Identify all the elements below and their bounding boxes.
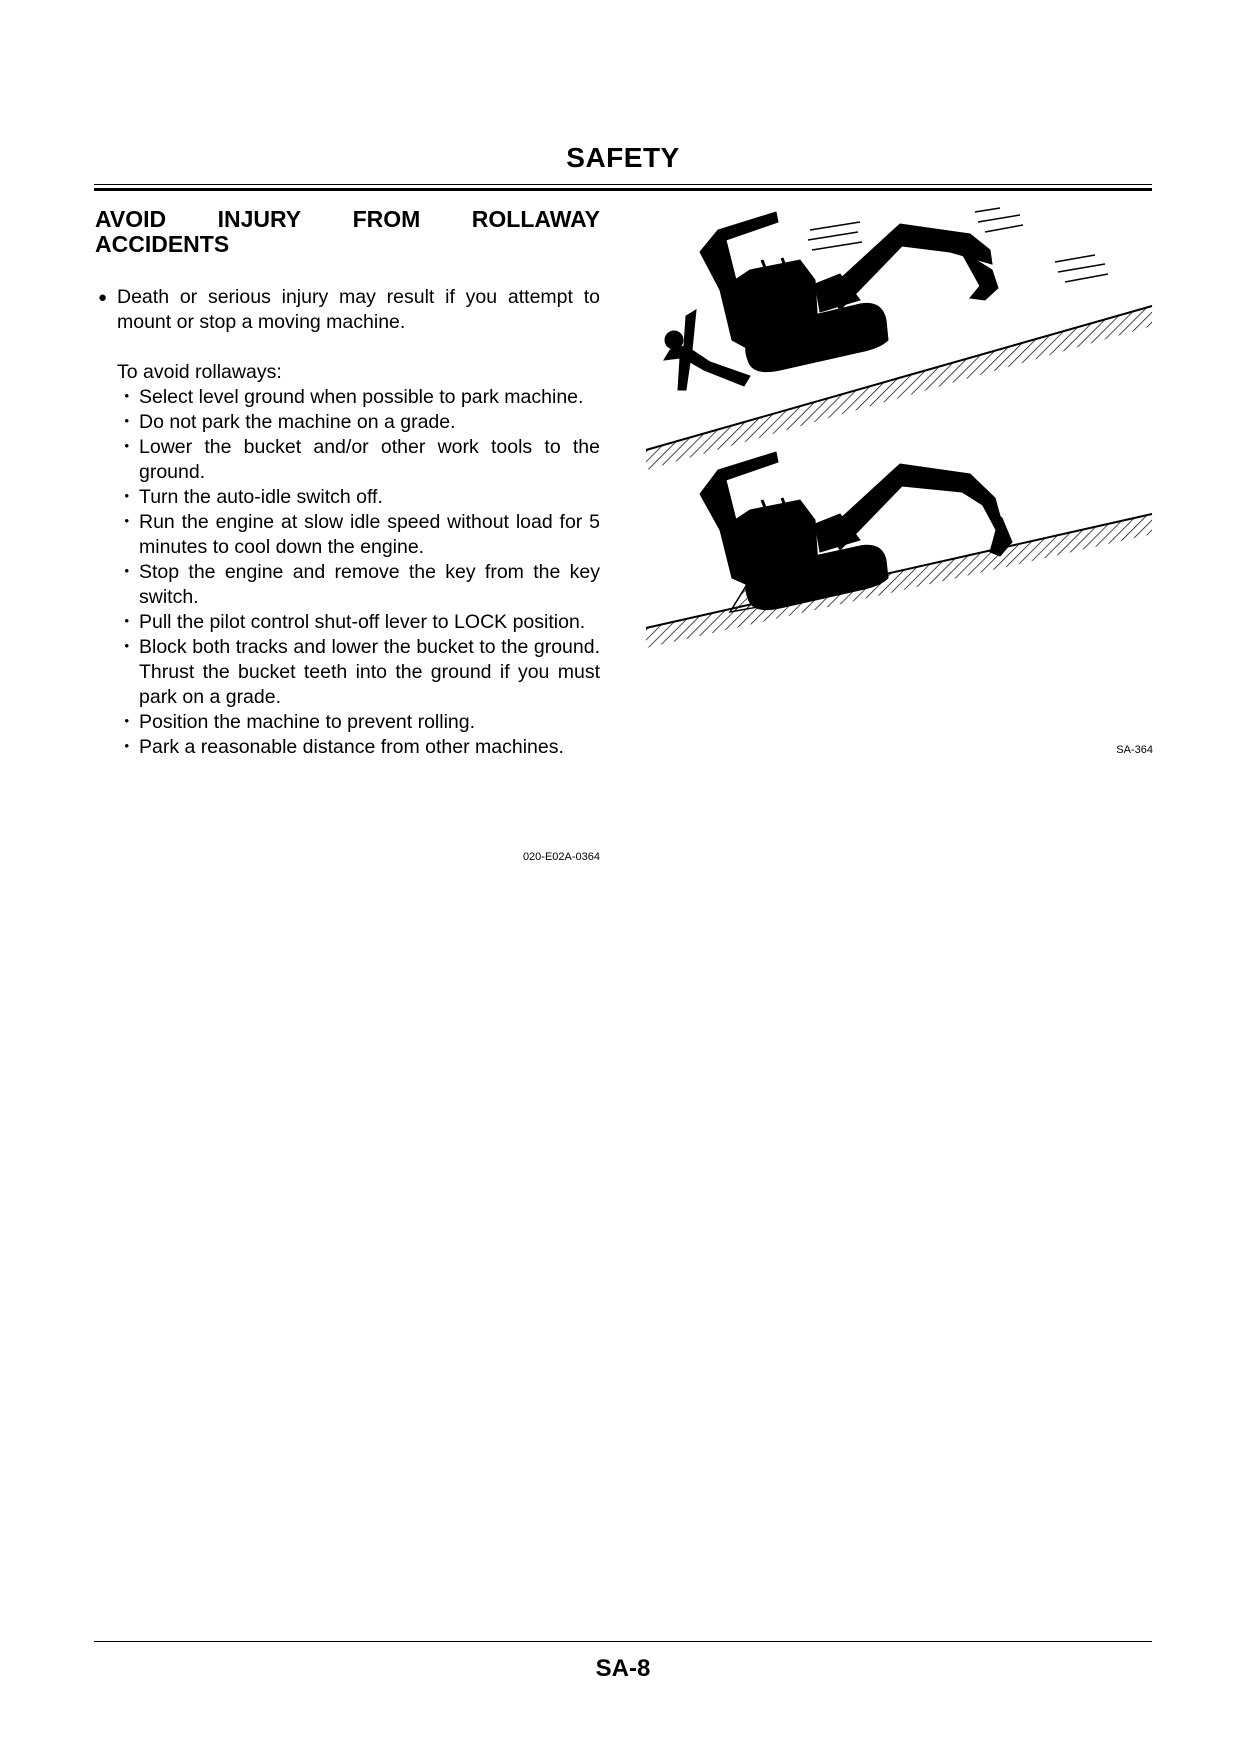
list-marker: ・ xyxy=(117,711,137,733)
warning-text: Death or serious injury may result if you attempt to mount or stop a moving machine. xyxy=(117,286,600,333)
heading-word: FROM xyxy=(352,206,421,232)
bullet-dot: ● xyxy=(98,289,108,306)
rollaway-scene xyxy=(646,208,1152,470)
page-header-title: SAFETY xyxy=(566,142,680,173)
heading-word: INJURY xyxy=(217,206,302,232)
list-item-text: Park a reasonable distance from other machines. xyxy=(139,736,564,758)
list-item xyxy=(117,735,600,760)
list-item xyxy=(117,560,600,610)
figure-code: SA-364 xyxy=(1116,744,1153,756)
warning-bullet xyxy=(95,285,600,335)
list-marker: ・ xyxy=(117,486,137,508)
list-item xyxy=(117,385,600,410)
excavator-rolling xyxy=(700,212,998,372)
list-item-text: Turn the auto-idle switch off. xyxy=(139,486,383,508)
list-marker: ・ xyxy=(117,411,137,433)
intro-text: To avoid rollaways: xyxy=(117,361,282,383)
list-item-text: Select level ground when possible to park machine. xyxy=(139,386,584,408)
list-item-text: Run the engine at slow idle speed without load for 5 minutes to cool down the engine. xyxy=(139,511,600,558)
page-number: SA-8 xyxy=(595,1655,651,1682)
list-item xyxy=(117,710,600,735)
list-item xyxy=(117,610,600,635)
list-marker: ・ xyxy=(117,511,137,533)
list-item-text: Position the machine to prevent rolling. xyxy=(139,711,476,733)
list-item xyxy=(117,410,600,435)
list-item xyxy=(117,635,600,710)
rollaway-prevention-list xyxy=(117,385,600,760)
heading-word: ROLLAWAY xyxy=(471,206,600,232)
list-item xyxy=(117,435,600,485)
list-item-text: Block both tracks and lower the bucket to the ground. Thrust the bucket teeth into the ground if you must park on a grade. xyxy=(139,636,600,708)
list-item-text: Do not park the machine on a grade. xyxy=(139,411,456,433)
list-item-text: Stop the engine and remove the key from the key switch. xyxy=(139,561,600,608)
list-item-text: Lower the bucket and/or other work tools to the ground. xyxy=(139,436,600,483)
section-heading-line1 xyxy=(95,207,600,232)
list-marker: ・ xyxy=(117,736,137,758)
list-marker: ・ xyxy=(117,561,137,583)
rollaway-illustration xyxy=(640,200,1160,720)
list-item xyxy=(117,510,600,560)
heading-word: AVOID xyxy=(95,206,167,232)
header-rule xyxy=(94,184,1152,185)
excavator-parked xyxy=(700,452,1012,610)
footer-rule xyxy=(94,1641,1152,1642)
list-marker: ・ xyxy=(117,636,137,658)
parked-scene xyxy=(646,452,1152,648)
list-item-text: Pull the pilot control shut-off lever to LOCK position. xyxy=(139,611,586,633)
document-code: 020-E02A-0364 xyxy=(522,851,600,863)
section-heading xyxy=(95,207,600,257)
list-item xyxy=(117,485,600,510)
list-marker: ・ xyxy=(117,386,137,408)
slope-ground xyxy=(646,306,1152,470)
header-rule-thick xyxy=(94,188,1152,191)
section-heading-line2: ACCIDENTS xyxy=(95,231,230,257)
list-marker: ・ xyxy=(117,611,137,633)
list-marker: ・ xyxy=(117,436,137,458)
